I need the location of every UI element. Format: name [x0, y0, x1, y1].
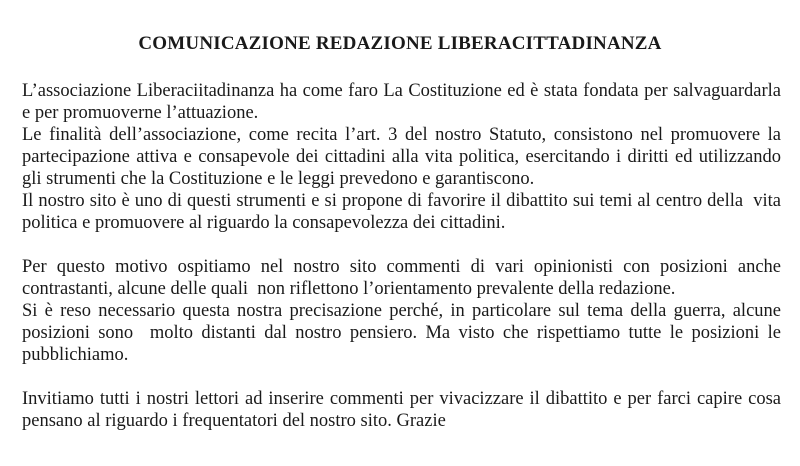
paragraph: L’associazione Liberaciitadinanza ha come faro La Costituzione ed è stata fondata per salvaguardarla e per promuoverne l’attuazione.	[22, 81, 781, 123]
paragraph: Le finalità dell’associazione, come recita l’art. 3 del nostro Statuto, consistono nel promuovere la partecipazione attiva e consapevole dei cittadini alla vita politica, esercitando i diritti ed utilizzando gli strumenti che la Costituzione e le leggi prevedono e garantiscono.	[22, 125, 781, 189]
paragraph: Si è reso necessario questa nostra precisazione perché, in particolare sul tema della guerra, alcune posizioni sono molto distanti dal nostro pensiero. Ma visto che rispettiamo tutte le posizioni le pubblichiamo.	[22, 301, 781, 365]
paragraph: Per questo motivo ospitiamo nel nostro sito commenti di vari opinionisti con posizioni anche contrastanti, alcune delle quali non riflettono l’orientamento prevalente della redazione.	[22, 257, 781, 299]
paragraph: Il nostro sito è uno di questi strumenti e si propone di favorire il dibattito sui temi al centro della vita politica e promuovere al riguardo la consapevolezza dei cittadini.	[22, 191, 781, 233]
paragraph-block-3	[22, 388, 781, 432]
document-body	[0, 55, 800, 432]
document-title: COMUNICAZIONE REDAZIONE LIBERACITTADINANZA	[138, 33, 662, 54]
paragraph-block-2	[22, 256, 781, 366]
paragraph: Invitiamo tutti i nostri lettori ad inserire commenti per vivacizzare il dibattito e per farci capire cosa pensano al riguardo i frequentatori del nostro sito. Grazie	[22, 389, 781, 431]
paragraph-block-1	[22, 80, 781, 234]
